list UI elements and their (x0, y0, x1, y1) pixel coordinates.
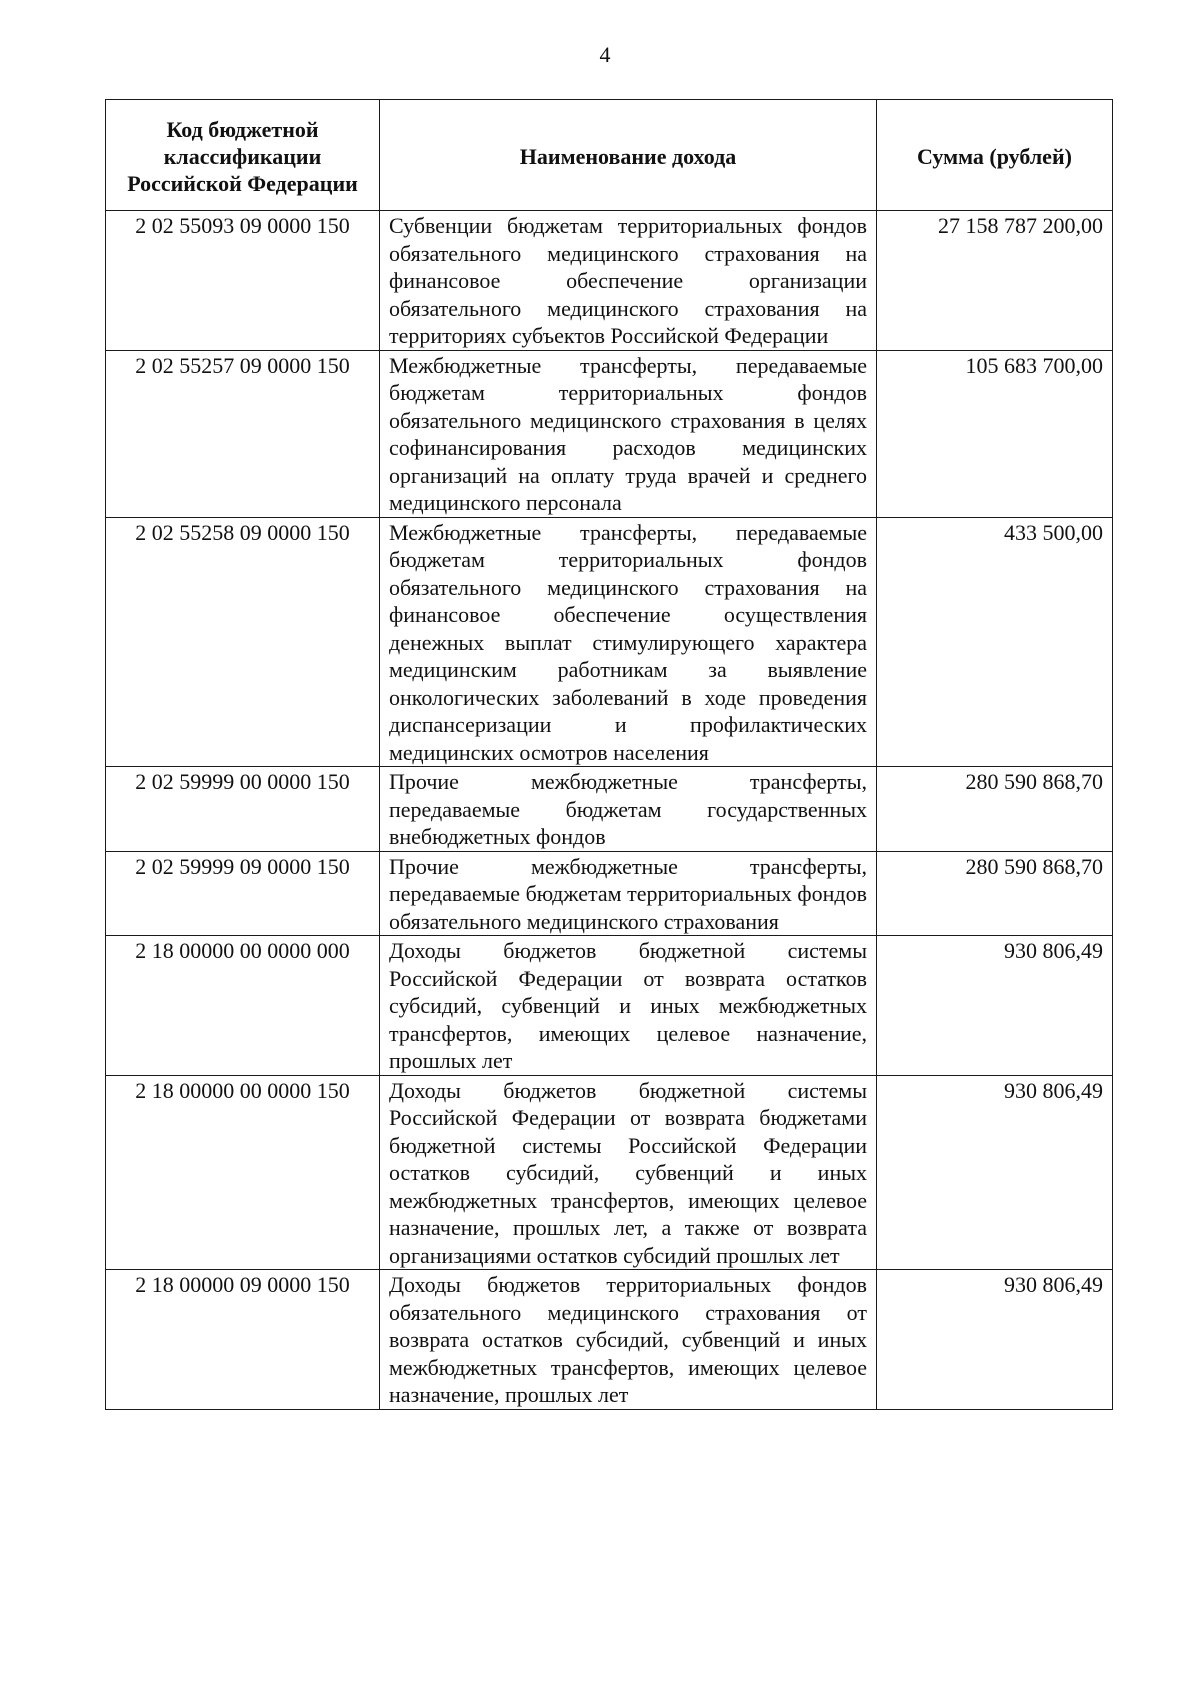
cell-sum: 930 806,49 (877, 1075, 1113, 1270)
cell-name: Прочие межбюджетные трансферты, передаваемые бюджетам территориальных фондов обязательного медицинского страхования (380, 851, 877, 936)
table-row (106, 1075, 1113, 1270)
cell-code: 2 18 00000 00 0000 150 (106, 1075, 380, 1270)
cell-sum: 27 158 787 200,00 (877, 211, 1113, 351)
header-code: Код бюджетной классификации Российской Федерации (106, 100, 380, 211)
income-table (105, 99, 1113, 1410)
cell-name: Субвенции бюджетам территориальных фондов обязательного медицинского страхования на финансовое обеспечение организации обязательного медицинского страхования на территориях субъектов Российской Федерации (380, 211, 877, 351)
cell-sum: 433 500,00 (877, 517, 1113, 767)
cell-name: Доходы бюджетов бюджетной системы Российской Федерации от возврата остатков субсидий, субвенций и иных межбюджетных трансфертов, имеющих целевое назначение, прошлых лет (380, 936, 877, 1076)
cell-sum: 105 683 700,00 (877, 350, 1113, 517)
cell-name: Прочие межбюджетные трансферты, передаваемые бюджетам государственных внебюджетных фондов (380, 767, 877, 852)
cell-sum: 280 590 868,70 (877, 851, 1113, 936)
header-sum: Сумма (рублей) (877, 100, 1113, 211)
cell-name: Межбюджетные трансферты, передаваемые бюджетам территориальных фондов обязательного медицинского страхования в целях софинансирования расходов медицинских организаций на оплату труда врачей и среднего медицинского персонала (380, 350, 877, 517)
cell-name: Доходы бюджетов бюджетной системы Российской Федерации от возврата бюджетами бюджетной системы Российской Федерации остатков субсидий, субвенций и иных межбюджетных трансфертов, имеющих целевое назначение, прошлых лет, а также от возврата организациями остатков субсидий прошлых лет (380, 1075, 877, 1270)
cell-name: Доходы бюджетов территориальных фондов обязательного медицинского страхования от возврата остатков субсидий, субвенций и иных межбюджетных трансфертов, имеющих целевое назначение, прошлых лет (380, 1270, 877, 1410)
table-row (106, 211, 1113, 351)
header-name: Наименование дохода (380, 100, 877, 211)
table-row (106, 936, 1113, 1076)
cell-code: 2 18 00000 09 0000 150 (106, 1270, 380, 1410)
cell-code: 2 02 55257 09 0000 150 (106, 350, 380, 517)
table-row (106, 350, 1113, 517)
cell-code: 2 02 59999 09 0000 150 (106, 851, 380, 936)
table-row (106, 767, 1113, 852)
cell-code: 2 02 55258 09 0000 150 (106, 517, 380, 767)
cell-code: 2 02 55093 09 0000 150 (106, 211, 380, 351)
cell-code: 2 02 59999 00 0000 150 (106, 767, 380, 852)
table-row (106, 517, 1113, 767)
page-number: 4 (599, 42, 611, 67)
cell-code: 2 18 00000 00 0000 000 (106, 936, 380, 1076)
cell-name: Межбюджетные трансферты, передаваемые бюджетам территориальных фондов обязательного медицинского страхования на финансовое обеспечение осуществления денежных выплат стимулирующего характера медицинским работникам за выявление онкологических заболеваний в ходе проведения диспансеризации и профилактических медицинских осмотров населения (380, 517, 877, 767)
cell-sum: 280 590 868,70 (877, 767, 1113, 852)
table-header-row (106, 100, 1113, 211)
table-row (106, 851, 1113, 936)
table-row (106, 1270, 1113, 1410)
cell-sum: 930 806,49 (877, 1270, 1113, 1410)
cell-sum: 930 806,49 (877, 936, 1113, 1076)
